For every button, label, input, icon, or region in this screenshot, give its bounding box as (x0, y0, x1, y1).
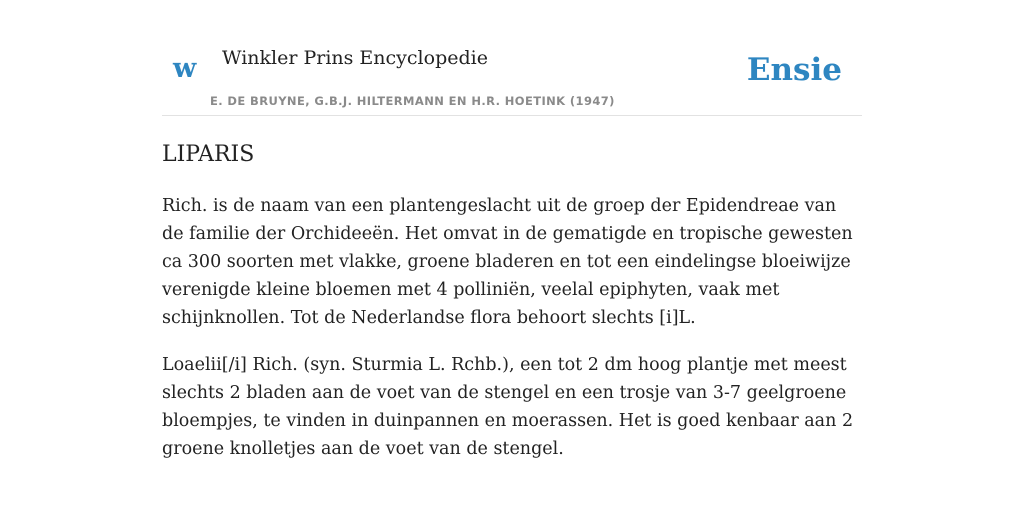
entry-paragraph: Loaelii[/i] Rich. (syn. Sturmia L. Rchb.), een tot 2 dm hoog plantje met meest slechts 2 bladen aan de voet van de stengel en een trosje van 3-7 geelgroene bloempjes, te vinden in duinpannen en moerassen. Het is goed kenbaar aan 2 groene knolletjes aan de voet van de stengel. (162, 355, 854, 459)
publication-authors: E. DE BRUYNE, G.B.J. HILTERMANN EN H.R. HOETINK (1947) (210, 94, 615, 108)
publication-logo[interactable]: w (173, 53, 197, 84)
publication-header (162, 0, 862, 116)
entry-paragraph: Rich. is de naam van een plantengeslacht uit de groep der Epidendreae van de familie der Orchideeën. Het omvat in de gematigde en tropische gewesten ca 300 soorten met vlakke, groene bladeren en tot een eindelingse bloeiwijze verenigde kleine bloemen met 4 polliniën, veelal epiphyten, vaak met schijnknollen. Tot de Nederlandse flora behoort slechts [i]L. (162, 196, 853, 328)
article-container (162, 0, 862, 459)
ensie-brand-logo[interactable]: Ensie (746, 52, 842, 88)
publication-title[interactable]: Winkler Prins Encyclopedie (222, 47, 488, 69)
entry-title: LIPARIS (162, 142, 255, 167)
entry-body (162, 192, 862, 482)
